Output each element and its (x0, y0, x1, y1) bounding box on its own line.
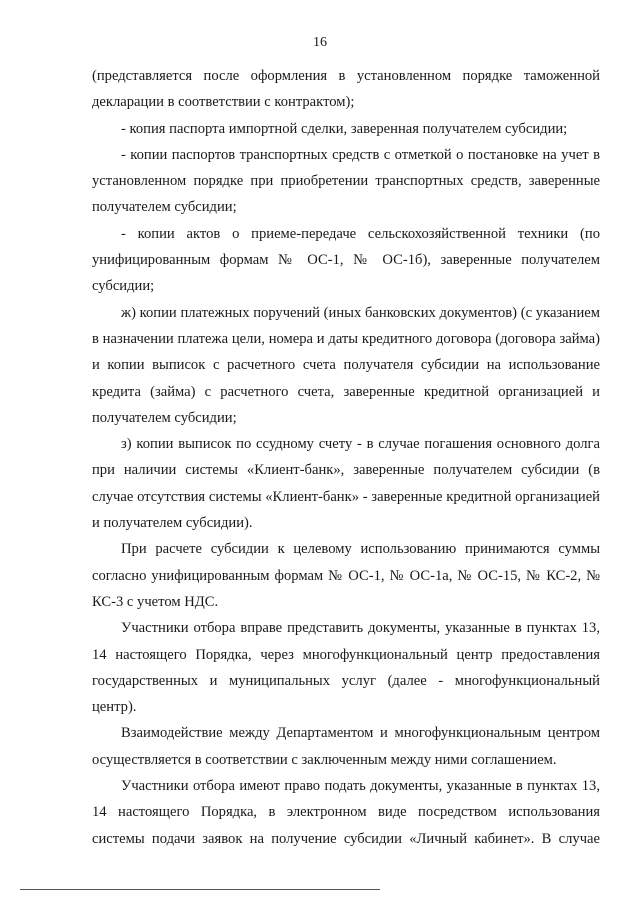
paragraph-8: Участники отбора вправе представить документы, указанные в пунктах 13, 14 настоящего Порядка, через многофункциональный центр предоставления государственных и муниципальных услуг (далее - многофункциональный центр). (92, 620, 600, 716)
paragraph-1: (представляется после оформления в установленном порядке таможенной декларации в соответствии с контрактом); (92, 68, 600, 111)
footer-rule (20, 889, 380, 890)
paragraph-6: з) копии выписок по ссудному счету - в случае погашения основного долга при наличии системы «Клиент-банк», заверенные получателем субсидии (в случае отсутствия системы «Клиент-банк» - заверенные кредитной организацией и получателем субсидии). (92, 436, 600, 532)
document-body (92, 63, 600, 852)
page-number: 16 (313, 35, 327, 50)
paragraph-10: Участники отбора имеют право подать документы, указанные в пунктах 13, 14 настоящего Порядка, в электронном виде посредством использования системы подачи заявок на получение субсидии «Личный кабинет». В случае (92, 778, 600, 847)
paragraph-2: - копия паспорта импортной сделки, заверенная получателем субсидии; (121, 120, 568, 137)
paragraph-4: - копии актов о приеме-передаче сельскохозяйственной техники (по унифицированным формам № ОС-1, № ОС-1б), заверенные получателем субсидии; (92, 225, 600, 295)
paragraph-3: - копии паспортов транспортных средств с отметкой о постановке на учет в установленном порядке при приобретении транспортных средств, заверенные получателем субсидии; (92, 146, 600, 216)
paragraph-9: Взаимодействие между Департаментом и многофункциональным центром осуществляется в соответствии с заключенным между ними соглашением. (92, 725, 600, 768)
paragraph-7: При расчете субсидии к целевому использованию принимаются суммы согласно унифицированным формам № ОС-1, № ОС-1а, № ОС-15, № КС-2, № КС-3 с учетом НДС. (92, 541, 600, 610)
paragraph-5: ж) копии платежных поручений (иных банковских документов) (с указанием в назначении платежа цели, номера и даты кредитного договора (договора займа) и копии выписок с расчетного счета получателя субсидии на использование кредита (займа) с расчетного счета, заверенные кредитной организацией и получателем субсидии; (92, 304, 600, 426)
